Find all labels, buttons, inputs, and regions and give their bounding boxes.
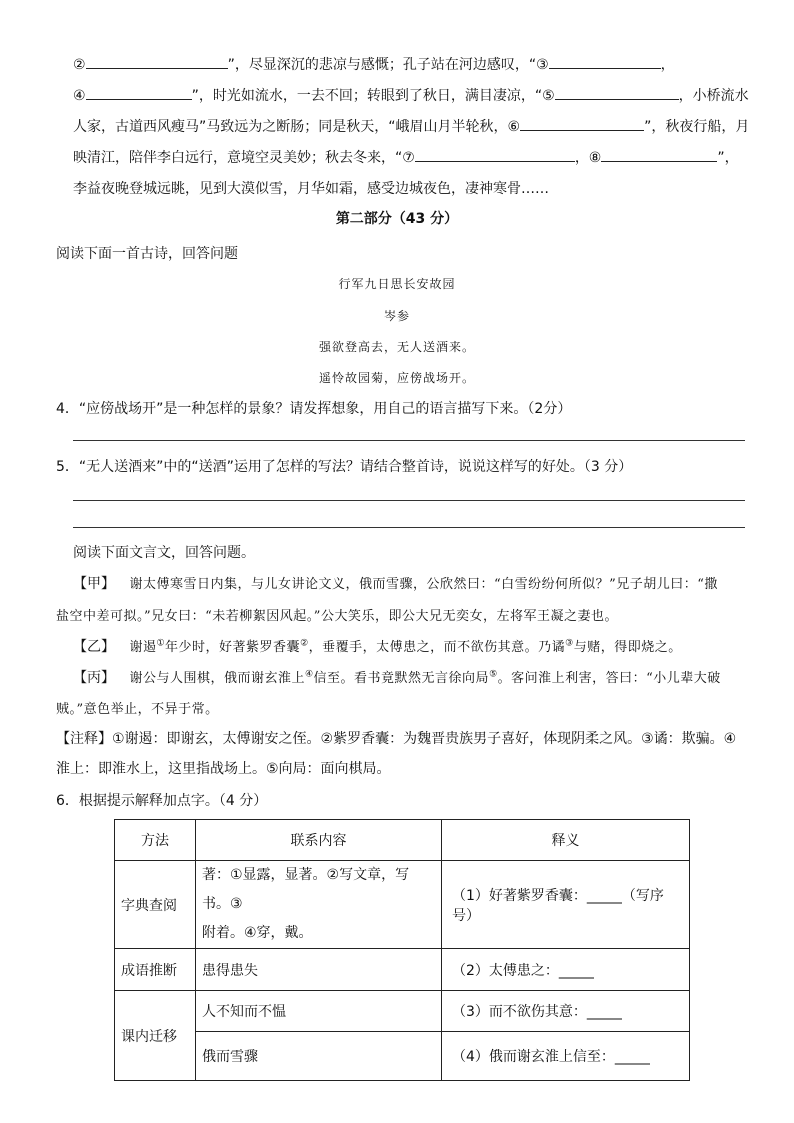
label: ”， [717, 150, 739, 166]
passage-tag: 【乙】 [73, 639, 115, 655]
blank-8[interactable] [601, 147, 717, 162]
header-content: 联系内容 [196, 820, 442, 861]
passage-text [129, 671, 720, 686]
blank-5[interactable] [555, 85, 679, 100]
answer-line-q5-b[interactable] [73, 527, 745, 528]
passage-yi [73, 636, 682, 656]
label: ”，尽显深沉的悲凉与感慨；孔子站在河边感叹，“③ [227, 57, 549, 73]
header-method: 方法 [115, 820, 196, 861]
passage-bing-line-2: 贼。”意色举止，不异于常。 [56, 702, 219, 717]
passage-bing-line-1 [73, 667, 721, 687]
text: 年少时，好著紫罗香囊 [165, 640, 301, 655]
passage-jia-line-1 [73, 573, 718, 593]
header-meaning: 释义 [442, 820, 690, 861]
question-5: 5．“无人送酒来”中的“送酒”运用了怎样的写法？请结合整首诗，说说这样写的好处。（3 分） [56, 459, 633, 475]
blank-7[interactable] [415, 147, 575, 162]
passage-text [129, 640, 681, 655]
passage-jia-line-2: 盐空中差可拟。”兄女曰：“未若柳絮因风起。”公大笑乐，即公大兄无奕女，左将军王凝之妻也。 [56, 609, 618, 624]
table-row [115, 861, 690, 949]
label: ”，秋夜行船，月 [644, 119, 750, 135]
passage-tag: 【甲】 [73, 576, 115, 592]
answer-cell[interactable]: （4）俄而谢玄淮上信至：_____ [442, 1032, 690, 1081]
method-cell: 字典查阅 [115, 861, 196, 949]
footnote-ref: ③ [565, 638, 574, 649]
part-heading: 第二部分（43 分） [335, 211, 459, 227]
label: ”，时光如流水，一去不回；转眼到了秋日，满目凄凉，“⑤ [191, 88, 555, 104]
poem-intro: 阅读下面一首古诗，回答问题 [56, 246, 238, 262]
answer-cell[interactable]: （3）而不欲伤其意：_____ [442, 991, 690, 1032]
answer-table [114, 819, 690, 1081]
label: ② [73, 57, 86, 73]
label: ， [660, 57, 675, 73]
text: 谢遏 [129, 640, 157, 655]
content-cell: 俄而雪骤 [196, 1032, 442, 1081]
method-cell: 课内迁移 [115, 991, 196, 1081]
table-row [115, 1032, 690, 1081]
footnote-ref: ④ [304, 669, 314, 680]
fill-line-3 [73, 116, 749, 136]
method-cell: 成语推断 [115, 949, 196, 991]
footnote-ref: ⑤ [489, 669, 498, 680]
classical-intro: 阅读下面文言文，回答问题。 [73, 545, 255, 561]
fill-line-1 [73, 54, 675, 74]
footnote-ref: ② [300, 638, 309, 649]
table-row [115, 949, 690, 991]
poem-title: 行军九日思长安故园 [338, 277, 456, 291]
content-line: 附着。④穿，戴。 [202, 925, 313, 941]
fill-line-4 [73, 147, 739, 167]
fill-line-5: 李益夜晚登城远眺，见到大漠似雪，月华如霜，感受边城夜色，凄神寒骨…… [73, 181, 549, 197]
text: ，垂覆手，太傅患之，而不欲伤其意。乃谲 [308, 640, 566, 655]
footnote-ref: ① [156, 638, 166, 649]
label: ，⑧ [574, 150, 602, 166]
answer-cell[interactable]: （2）太傅患之：_____ [442, 949, 690, 991]
poem-line-2: 遥怜故园菊，应傍战场开。 [318, 371, 475, 385]
content-cell: 患得患失 [196, 949, 442, 991]
notes-line-2: 淮上：即淮水上，这里指战场上。⑤向局：面向棋局。 [56, 761, 391, 777]
label: 人家，古道西风瘦马”马致远为之断肠；同是秋天，“峨眉山月半轮秋，⑥ [73, 119, 521, 135]
label: ④ [73, 88, 86, 104]
answer-cell[interactable]: （1）好著紫罗香囊：_____（写序号） [442, 861, 690, 949]
blank-3[interactable] [549, 54, 661, 69]
content-line: 著：①显露，显著。②写文章，写书。③ [202, 867, 410, 912]
blank-4[interactable] [86, 85, 192, 100]
question-4: 4．“应傍战场开”是一种怎样的景象？请发挥想象，用自己的语言描写下来。（2分） [56, 401, 572, 417]
answer-line-q5-a[interactable] [73, 500, 745, 501]
label: 映清江，陪伴李白远行，意境空灵美妙；秋去冬来，“⑦ [73, 150, 415, 166]
passage-text: 谢太傅寒雪日内集，与儿女讲论文义，俄而雪骤，公欣然曰：“白雪纷纷何所似？”兄子胡儿曰：“撒 [129, 577, 718, 592]
table-header-row [115, 820, 690, 861]
fill-line-2 [73, 85, 749, 105]
text: 信至。看书竟默然无言徐向局 [313, 671, 490, 686]
content-cell [196, 861, 442, 949]
text: 谢公与人围棋，俄而谢玄淮上 [129, 671, 305, 686]
passage-tag: 【丙】 [73, 670, 115, 686]
poem-author: 岑参 [383, 309, 410, 323]
blank-2[interactable] [86, 54, 228, 69]
text: 与赌，得即烧之。 [573, 640, 682, 655]
content-cell: 人不知而不愠 [196, 991, 442, 1032]
answer-line-q4[interactable] [73, 440, 745, 441]
table-row [115, 991, 690, 1032]
text: 。客问淮上利害，答曰：“小儿辈大破 [497, 671, 721, 686]
question-6: 6．根据提示解释加点字。（4 分） [56, 793, 268, 809]
poem-line-1: 强欲登高去，无人送酒来。 [318, 340, 475, 354]
label: ，小桥流水 [678, 88, 749, 104]
notes-line-1: 【注释】①谢遏：即谢玄，太傅谢安之侄。②紫罗香囊：为魏晋贵族男子喜好，体现阴柔之风。③谲：欺骗。④ [56, 731, 737, 747]
blank-6[interactable] [520, 116, 644, 131]
